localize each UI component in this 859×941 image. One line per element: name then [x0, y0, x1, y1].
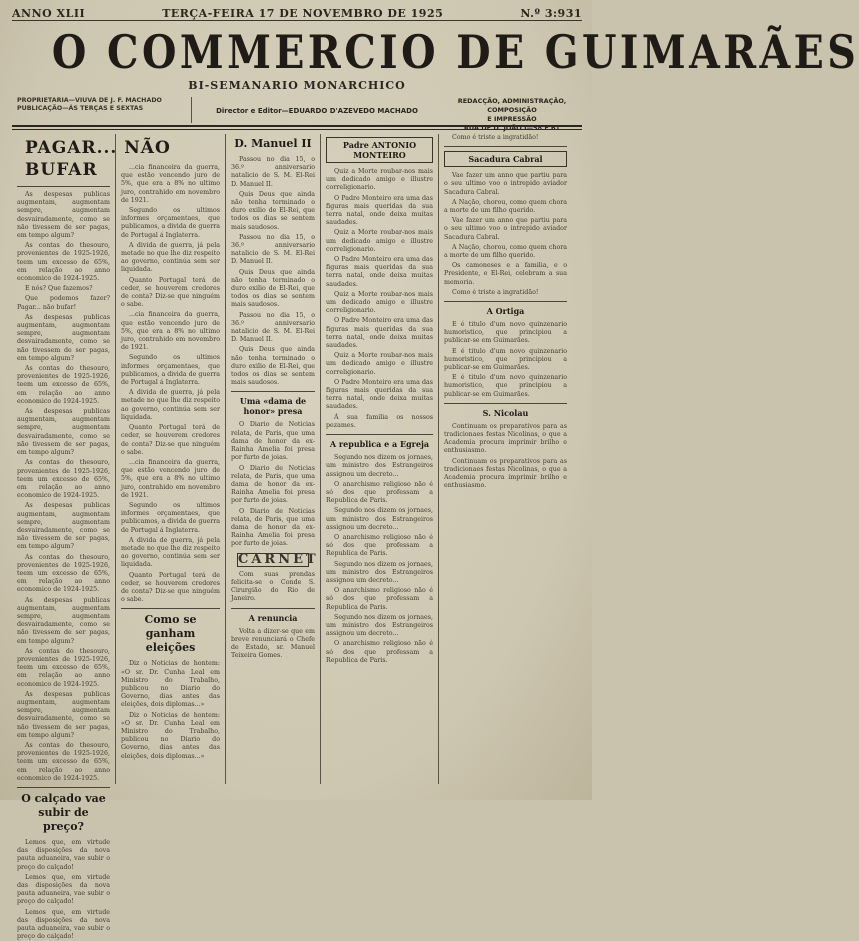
column-divider	[326, 434, 433, 435]
republica-paragraph: O anarchismo religioso não é só dos que professam a Republica de Paris.	[326, 533, 433, 558]
pagar-paragraph: As despesas publicas augmentam, augmentam sempre, augmentam desvairadamente, como se não tivessem de ser pagas, em tempo algum?	[17, 313, 110, 362]
calcado-paragraph: Lemos que, em virtude das disposições da nova pauta aduaneira, vae subir o preço do calçado!	[17, 839, 110, 871]
dateline	[12, 4, 582, 21]
republica-paragraph: O anarchismo religioso não é só dos que professam a Republica de Paris.	[326, 640, 433, 664]
ortiga-paragraph: E é titulo d'um novo quinzenario humoristico, que principiou a publicar-se em Guimarães.	[444, 374, 567, 398]
monteiro-paragraph: Quiz a Morte roubar-nos mais um dedicado amigo e illustre correligionario.	[326, 290, 433, 315]
column-divider	[444, 301, 567, 302]
monteiro-paragraph: Á sua familia os nossos pezames.	[326, 413, 433, 429]
pagar-paragraph: As contas do thesouro, provenientes de 1925-1926, teem um excesso de 65%, em relação ao anno economico de 1924-1925.	[17, 459, 110, 500]
republica-paragraph: Segundo nos dizem os jornaes, um ministro dos Estrangeiros assignou um decreto...	[326, 454, 433, 478]
nicolau-paragraph: Continuam os preparativos para as tradicionaes festas Nicolinas, o que a Academia procura imprimir brilho e enthusiasmo.	[444, 457, 567, 490]
manuel-paragraph: Passou no dia 15, o 36.º anniversario natalicio de S. M. El-Rei D. Manuel II.	[231, 311, 315, 344]
sacadura-paragraph: Como é triste a ingratidão!	[452, 134, 539, 141]
dama-paragraph: O Diario de Noticias relata, de Paris, que uma dama de honor da ex-Rainha Amelia foi presa por furto de joias.	[231, 421, 315, 462]
proprietor-line: PROPRIETARIA—VIUVA DE J. F. MACHADO	[17, 97, 162, 104]
column-divider	[17, 186, 110, 187]
pagar-paragraph: Segundo os ultimos informes orçamentaes, que publicamos, a divida de guerra de Portugal á Inglaterra.	[121, 501, 220, 534]
redaccao-line: REDACÇÃO, ADMINISTRAÇÃO, COMPOSIÇÃO	[457, 97, 567, 114]
date-label: TERÇA-FEIRA 17 DE NOVEMBRO DE 1925	[162, 7, 444, 20]
pagar-paragraph: As despesas publicas augmentam, augmentam sempre, augmentam desvairadamente, como se não tivessem de ser pagas, em tempo algum?	[17, 502, 110, 551]
carnet-paragraph: Com suas prendas felicita-se o Conde S. Cirurgião do Rio de Janeiro.	[231, 570, 315, 603]
pagar-paragraph: As despesas publicas augmentam, augmentam sempre, augmentam desvairadamente, como se não tivessem de ser pagas, em tempo algum?	[17, 408, 110, 457]
sacadura-paragraph: Vae fazer um anno que partiu para o seu ultimo voo o intrepido aviador Sacadura Cabral.	[444, 172, 567, 196]
monteiro-paragraph: Quiz a Morte roubar-nos mais um dedicado amigo e illustre correligionario.	[326, 168, 433, 192]
article-columns	[12, 134, 582, 941]
pagar-paragraph: As contas do thesouro, provenientes de 1925-1926, teem um excesso de 65%, em relação ao anno economico de 1924-1925.	[17, 242, 110, 283]
manuel-paragraph: Passou no dia 15, o 36.º anniversario natalicio de S. M. El-Rei D. Manuel II.	[231, 233, 315, 266]
column-divider	[444, 403, 567, 404]
monteiro-paragraph: O Padre Monteiro era uma das figuras mais queridas da sua terra natal, onde deixa muitas saudades.	[326, 194, 433, 227]
pagar-paragraph: As despesas publicas augmentam, augmentam sempre, augmentam desvairadamente, como se não tivessem de ser pagas, em tempo algum?	[17, 596, 110, 645]
calcado-paragraph: Lemos que, em virtude das disposições da nova pauta aduaneira, vae subir o preço do calçado!	[17, 908, 110, 941]
monteiro-paragraph: Quiz a Morte roubar-nos mais um dedicado amigo e illustre correligionario.	[326, 229, 433, 253]
monteiro-headline: Padre ANTONIO MONTEIRO	[326, 137, 433, 163]
monteiro-paragraph: O Padre Monteiro era uma das figuras mais queridas da sua terra natal, onde deixa muitas saudades.	[326, 317, 433, 350]
manuel-paragraph: Quis Deus que ainda não tenha terminado o duro exilio de El-Rei, que todos os dias se sentem mais saudosos.	[231, 346, 315, 387]
publisher-info	[12, 97, 582, 132]
manuel-paragraph: Quis Deus que ainda não tenha terminado o duro exilio de El-Rei, que todos os dias se sentem mais saudosos.	[231, 190, 315, 231]
column-3	[226, 134, 321, 784]
pagar-paragraph: Quanto Portugal terá de ceder, se houverem credores de conta? Diz-se que ninguém o sabe.	[121, 276, 220, 309]
publication-line: PUBLICAÇÃO—ÁS TERÇAS E SEXTAS	[17, 105, 144, 113]
editor-line: Director e Editor—EDUARDO D'AZEVEDO MACHADO	[216, 107, 418, 115]
sacadura-paragraph: Vae fazer um anno que partiu para o seu ultimo voo o intrepido aviador Sacadura Cabral.	[444, 217, 567, 241]
dama-paragraph: O Diario de Noticias relata, de Paris, que uma dama de honor da ex-Rainha Amelia foi presa por furto de joias.	[231, 507, 315, 548]
pagar-headline: PAGAR... NÃO BUFAR	[25, 138, 171, 180]
ortiga-paragraph: E é titulo d'um novo quinzenario humoristico, que principiou a publicar-se em Guimarães.	[444, 347, 567, 372]
pagar-paragraph: Segundo os ultimos informes orçamentaes, que publicamos, a divida de guerra de Portugal á Inglaterra.	[121, 354, 220, 387]
headline-spacer	[121, 134, 220, 164]
calcado-paragraph: Lemos que, em virtude das disposições da nova pauta aduaneira, vae subir o preço do calçado!	[17, 873, 110, 906]
republica-headline: A republica e a Egreja	[329, 439, 430, 450]
column-4	[321, 134, 439, 784]
dama-paragraph: O Diario de Noticias relata, de Paris, que uma dama de honor da ex-Rainha Amelia foi presa por furto de joias.	[231, 464, 315, 505]
pagar-paragraph: ...cia financeira da guerra, que estão vencendo juro de 5%, que era a 8% no ultimo juro, contrahido em novembro de 1921.	[121, 458, 220, 499]
manuel-headline: D. Manuel II	[234, 137, 312, 150]
impressao-line: E IMPRESSÃO	[487, 115, 537, 123]
republica-paragraph: Segundo nos dizem os jornaes, um ministro dos Estrangeiros assignou um decreto...	[326, 560, 433, 584]
nicolau-paragraph: Continuam os preparativos para as tradicionaes festas Nicolinas, o que a Academia procura imprimir brilho e enthusiasmo.	[444, 422, 567, 455]
ganham-headline: Como se ganham eleições	[144, 613, 197, 655]
pagar-paragraph: As contas do thesouro, provenientes de 1925-1926, teem um excesso de 65%, em relação ao anno economico de 1924-1925.	[17, 742, 110, 782]
pagar-paragraph: A divida de guerra, já pela metade no que lhe diz respeito ao governo, continúa sem ser liquidada.	[121, 536, 220, 569]
issue-number: N.º 3:931	[520, 7, 582, 20]
year-label: ANNO XLII	[12, 7, 86, 20]
manuel-paragraph: Passou no dia 15, o 36.º anniversario natalicio de S. M. El-Rei D. Manuel II.	[231, 156, 315, 188]
sacadura-headline: Sacadura Cabral	[444, 151, 567, 167]
column-divider	[231, 391, 315, 392]
ganham-paragraph: Diz o Noticias de hontem: «O sr. Dr. Cunha Leal em Ministro do Trabalho, publicou no Diario do Governo, dias antes das eleições, dois diplomas...»	[121, 711, 220, 760]
nicolau-headline: S. Nicolau	[482, 407, 529, 418]
publisher-right	[442, 97, 582, 132]
pagar-paragraph: E nós? Que fazemos?	[25, 285, 93, 293]
pagar-paragraph: Que podemos fazer? Pagar... não bufar!	[17, 295, 110, 311]
republica-paragraph: O anarchismo religioso não é só dos que professam a Republica de Paris.	[326, 587, 433, 611]
republica-paragraph: Segundo nos dizem os jornaes, um ministro dos Estrangeiros assignou um decreto...	[326, 507, 433, 531]
ortiga-headline: A Ortiga	[486, 306, 525, 317]
manuel-paragraph: Quis Deus que ainda não tenha terminado o duro exilio de El-Rei, que todos os dias se sentem mais saudosos.	[231, 268, 315, 309]
monteiro-paragraph: Quiz a Morte roubar-nos mais um dedicado amigo e illustre correligionario.	[326, 352, 433, 376]
pagar-paragraph: As contas do thesouro, provenientes de 1925-1926, teem um excesso de 65%, em relação ao anno economico de 1924-1925.	[17, 553, 110, 594]
column-divider	[444, 146, 567, 147]
monteiro-paragraph: O Padre Monteiro era uma das figuras mais queridas da sua terra natal, onde deixa muitas saudades.	[326, 256, 433, 288]
monteiro-paragraph: O Padre Monteiro era uma das figuras mais queridas da sua terra natal, onde deixa muitas saudades.	[326, 378, 433, 411]
pagar-paragraph: As despesas publicas augmentam, augmentam sempre, augmentam desvairadamente, como se não tivessem de ser pagas, em tempo algum?	[17, 690, 110, 739]
pagar-paragraph: As contas do thesouro, provenientes de 1925-1926, teem um excesso de 65%, em relação ao anno economico de 1924-1925.	[17, 365, 110, 405]
renuncia-headline: A renuncia	[248, 612, 298, 623]
calcado-headline: O calçado vae subir de preço?	[21, 792, 106, 834]
address-line: RUA DE D. JOÃO I—58 E 61	[463, 124, 561, 132]
renuncia-paragraph: Volta a dizer-se que em breve renunciará o Chefe de Estado, sr. Manuel Teixeira Gomes.	[231, 627, 315, 660]
pagar-paragraph: As contas do thesouro, provenientes de 1925-1926, teem um excesso de 65%, em relação ao anno economico de 1924-1925.	[17, 647, 110, 688]
pagar-paragraph: Quanto Portugal terá de ceder, se houverem credores de conta? Diz-se que ninguém o sabe.	[121, 424, 220, 456]
pagar-paragraph: ...cia financeira da guerra, que estão vencendo juro de 5%, que era a 8% no ultimo juro, contrahido em novembro de 1921.	[121, 164, 220, 204]
ganham-paragraph: Diz o Noticias de hontem: «O sr. Dr. Cunha Leal em Ministro do Trabalho, publicou no Diario do Governo, dias antes das eleições, dois diplomas...»	[121, 660, 220, 709]
newspaper-subtitle: BI-SEMANARIO MONARCHICO	[188, 79, 406, 92]
pagar-paragraph: ...cia financeira da guerra, que estão vencendo juro de 5%, que era a 8% no ultimo juro, contrahido em novembro de 1921.	[121, 311, 220, 352]
sacadura-paragraph: A Nação, chorou, como quem chora a morte de um filho querido.	[444, 243, 567, 260]
ortiga-paragraph: E é titulo d'um novo quinzenario humoristico, que principiou a publicar-se em Guimarães.	[444, 321, 567, 345]
pagar-paragraph: Segundo os ultimos informes orçamentaes, que publicamos, a divida de guerra de Portugal á Inglaterra.	[121, 207, 220, 239]
publisher-left	[12, 97, 192, 123]
pagar-paragraph: A divida de guerra, já pela metade no que lhe diz respeito ao governo, continúa sem ser liquidada.	[121, 241, 220, 274]
column-divider	[231, 608, 315, 609]
sacadura-paragraph: Os camoneses e a familia, e o Presidente, e El-Rei, celebram a sua memoria.	[444, 262, 567, 286]
column-5	[439, 134, 572, 784]
republica-paragraph: O anarchismo religioso não é só dos que professam a Republica de Paris.	[326, 480, 433, 505]
newspaper-title: O COMMERCIO DE GUIMARÃES	[51, 25, 859, 79]
republica-paragraph: Segundo nos dizem os jornaes, um ministro dos Estrangeiros assignou um decreto...	[326, 613, 433, 638]
column-divider	[17, 787, 110, 788]
pagar-paragraph: A divida de guerra, já pela metade no que lhe diz respeito ao governo, continúa sem ser liquidada.	[121, 389, 220, 421]
carnet-headline: CARNET	[238, 551, 319, 567]
pagar-paragraph: As despesas publicas augmentam, augmentam sempre, augmentam desvairadamente, como se não tivessem de ser pagas, em tempo algum?	[17, 191, 110, 240]
column-divider	[121, 608, 220, 609]
column-2	[116, 134, 226, 784]
pagar-paragraph: Quanto Portugal terá de ceder, se houverem credores de conta? Diz-se que ninguém o sabe.	[121, 571, 220, 604]
sacadura-paragraph: A Nação, chorou, como quem chora a morte de um filho querido.	[444, 198, 567, 215]
dama-headline: Uma «dama de honor» presa	[239, 396, 307, 417]
sacadura-paragraph: Como é triste a ingratidão!	[452, 288, 539, 296]
